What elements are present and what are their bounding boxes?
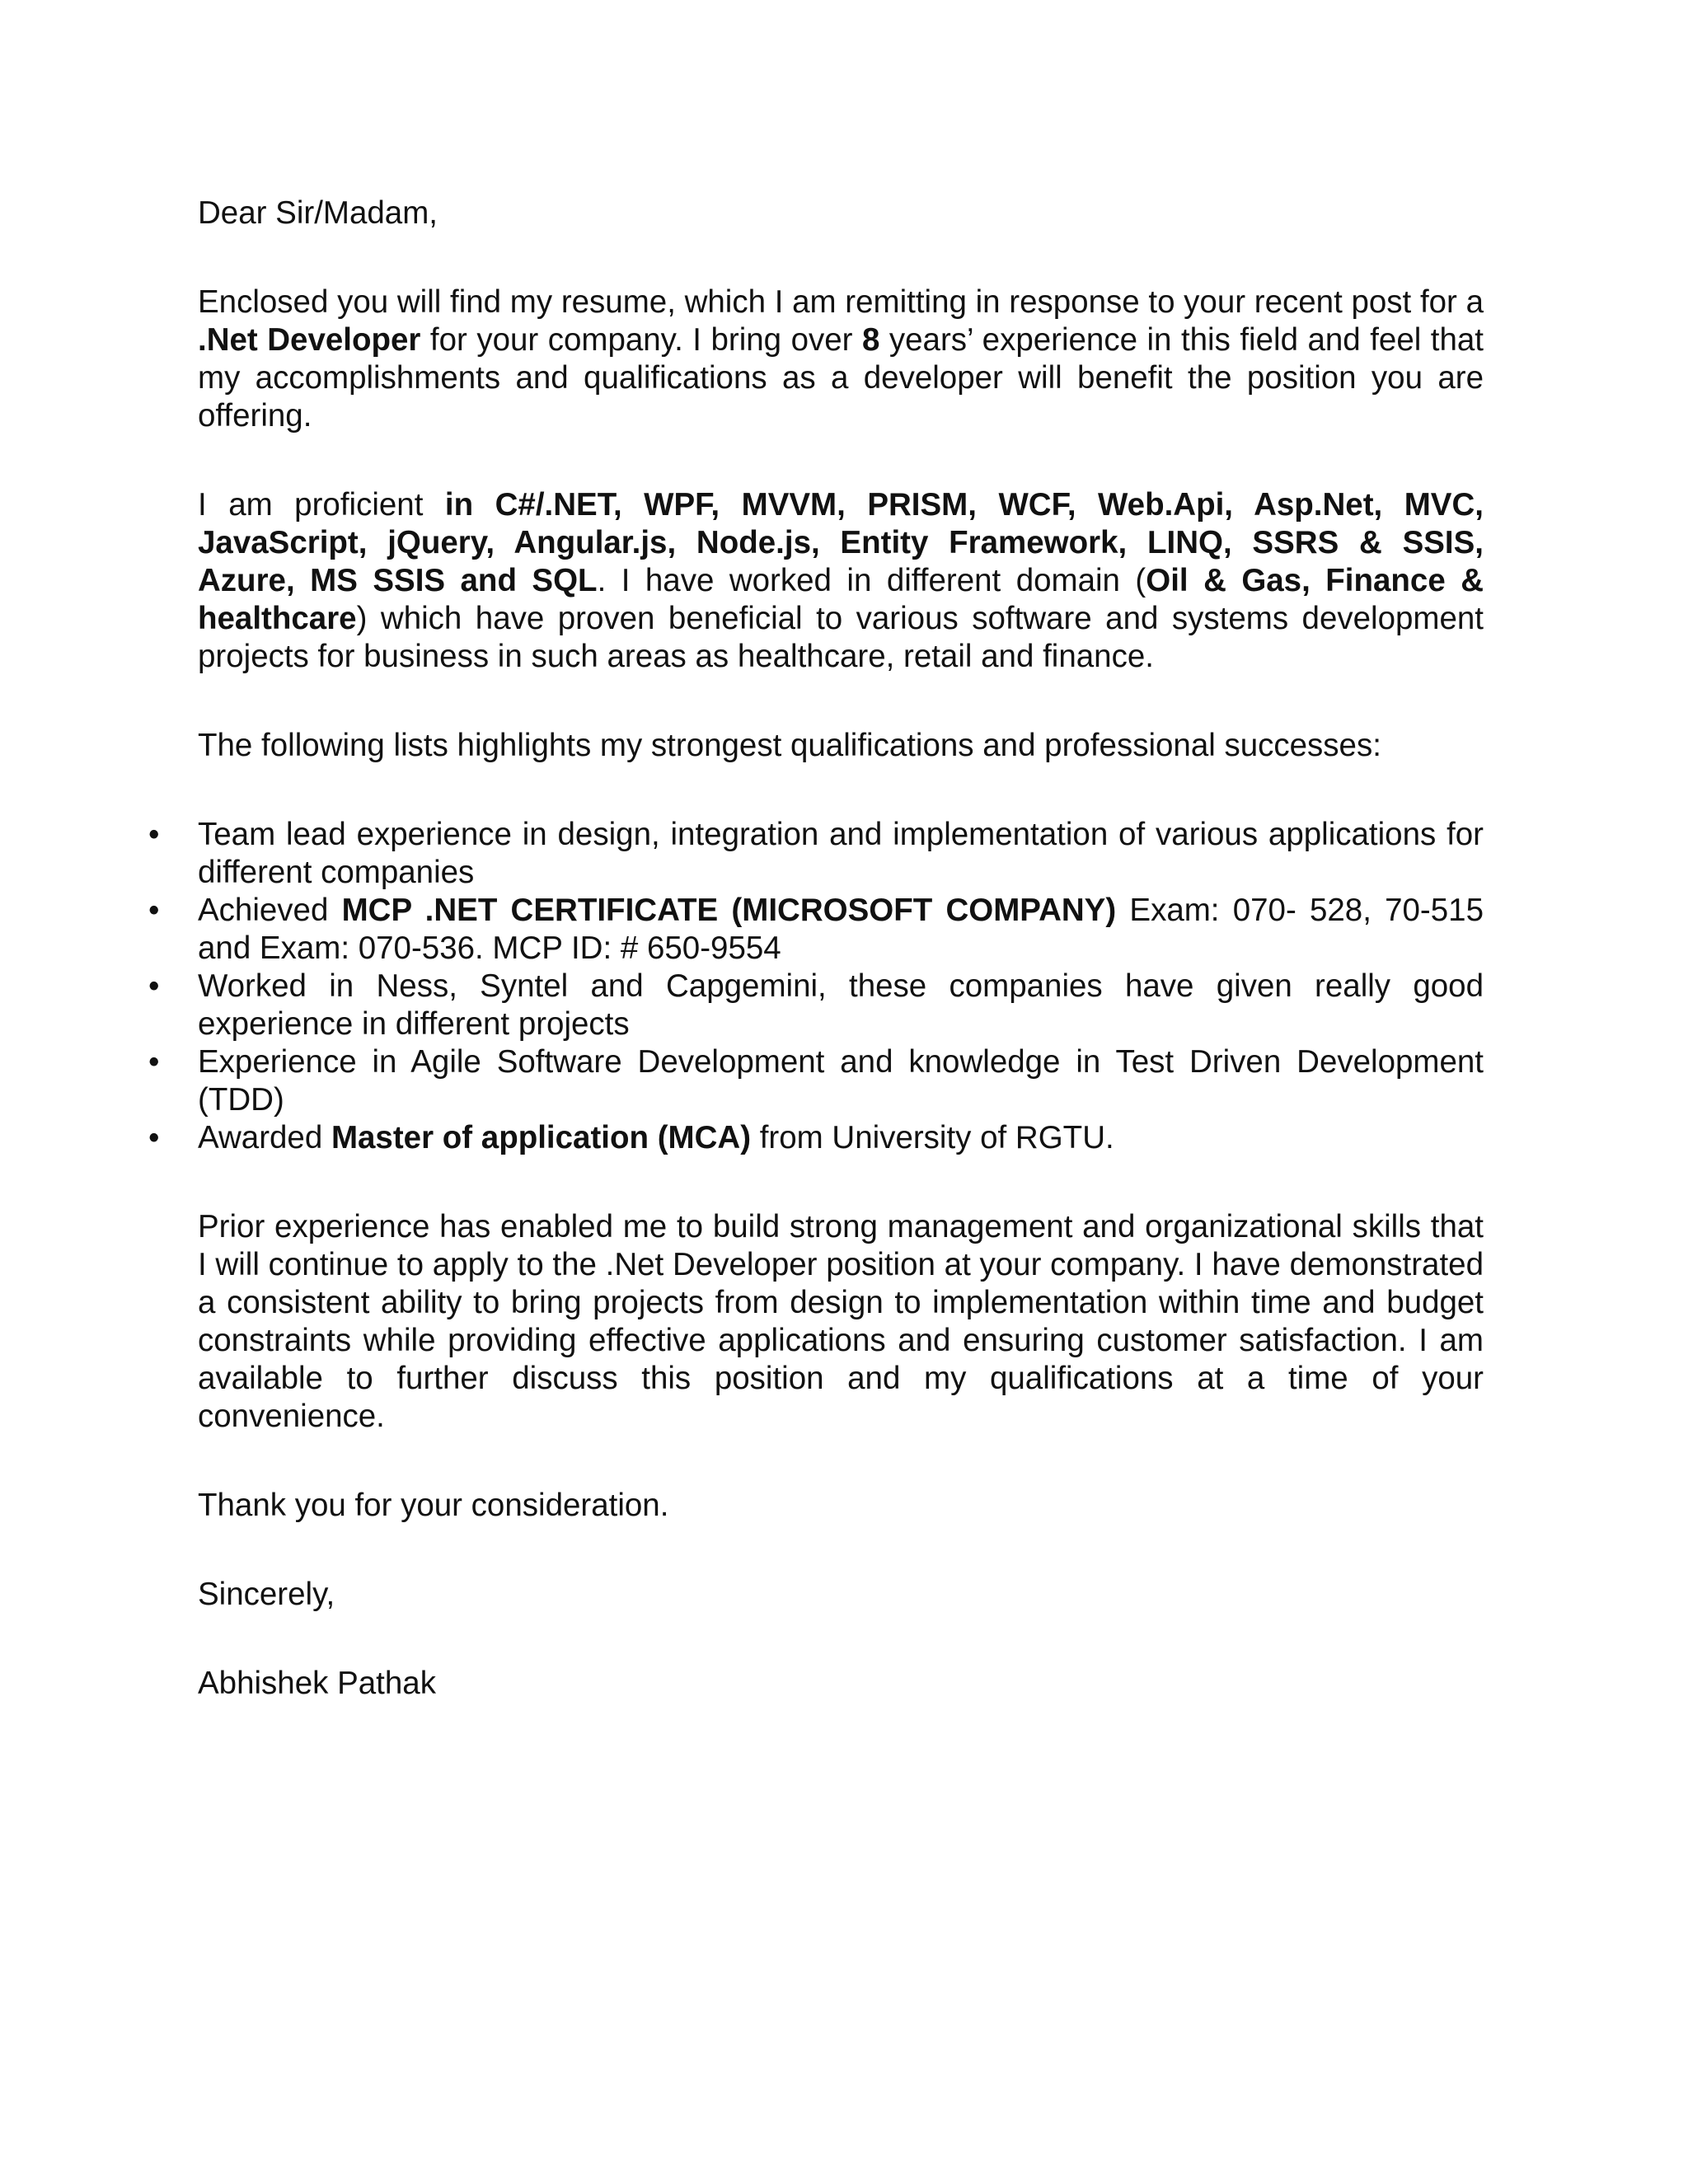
intro-text-1: Enclosed you will find my resume, which I am remitting in response to your recent post for a (198, 284, 1484, 320)
bullet-icon: • (148, 1044, 160, 1080)
intro-paragraph (198, 284, 1484, 435)
signature-name: Abhishek Pathak (198, 1666, 436, 1701)
cover-letter (148, 194, 1484, 1703)
bullet-text: Achieved (198, 893, 342, 928)
skills-bold-domains: Oil & Gas, Finance & healthcare (198, 563, 1484, 636)
bullet-text: Worked in Ness, Syntel and Capgemini, these companies have given really good experience in different projects (198, 968, 1484, 1042)
list-item (148, 1043, 1484, 1119)
list-item (148, 968, 1484, 1043)
intro-text-2: for your company. I bring over (420, 322, 862, 358)
bullet-bold-text: Master of application (MCA) (331, 1120, 752, 1155)
intro-text-3: years’ experience in this field and feel that my accomplishments and qualifications as a developer will benefit the position you are offering. (198, 322, 1484, 434)
skills-paragraph (198, 486, 1484, 676)
list-intro-paragraph: The following lists highlights my strongest qualifications and professional successes: (198, 728, 1381, 763)
salutation: Dear Sir/Madam, (198, 195, 438, 231)
bullet-icon: • (148, 968, 160, 1004)
bullet-icon: • (148, 893, 160, 928)
bullet-icon: • (148, 1120, 160, 1155)
bullet-text: Exam: 070- 528, 70-515 and Exam: 070-536. MCP ID: # 650-9554 (198, 893, 1484, 966)
bullet-bold-text: MCP .NET CERTIFICATE (MICROSOFT COMPANY) (341, 893, 1117, 928)
qualifications-list (148, 816, 1484, 1157)
closing-line: Sincerely, (198, 1577, 335, 1612)
list-item (148, 892, 1484, 968)
skills-text-3: ) which have proven beneficial to various software and systems development projects for business in such areas as healthcare, retail and finance. (198, 601, 1484, 674)
bullet-icon: • (148, 817, 160, 852)
experience-paragraph: Prior experience has enabled me to build strong management and organizational skills that I will continue to apply to the .Net Developer position at your company. I have demonstrated a consistent ability to bring projects from design to implementation within time and budget constraints while providing effective applications and ensuring customer satisfaction. I am available to further discuss this position and my qualifications at a time of your convenience. (198, 1209, 1484, 1434)
skills-bold-tech: in C#/.NET, WPF, MVVM, PRISM, WCF, Web.Api, Asp.Net, MVC, JavaScript, jQuery, Angular.js, Node.js, Entity Framework, LINQ, SSRS & SSIS, Azure, MS SSIS and SQL (198, 487, 1484, 598)
bullet-text: Team lead experience in design, integration and implementation of various applications for different companies (198, 817, 1484, 890)
intro-bold-role: .Net Developer (198, 322, 421, 358)
list-item (148, 1119, 1484, 1157)
thanks-line: Thank you for your consideration. (198, 1488, 669, 1523)
skills-text-2: . I have worked in different domain ( (597, 563, 1146, 598)
skills-text-1: I am proficient (198, 487, 445, 523)
intro-bold-years: 8 (861, 322, 880, 358)
list-item (148, 816, 1484, 892)
bullet-text: from University of RGTU. (751, 1120, 1114, 1155)
bullet-text: Awarded (198, 1120, 331, 1155)
bullet-text: Experience in Agile Software Development and knowledge in Test Driven Development (TDD) (198, 1044, 1484, 1118)
